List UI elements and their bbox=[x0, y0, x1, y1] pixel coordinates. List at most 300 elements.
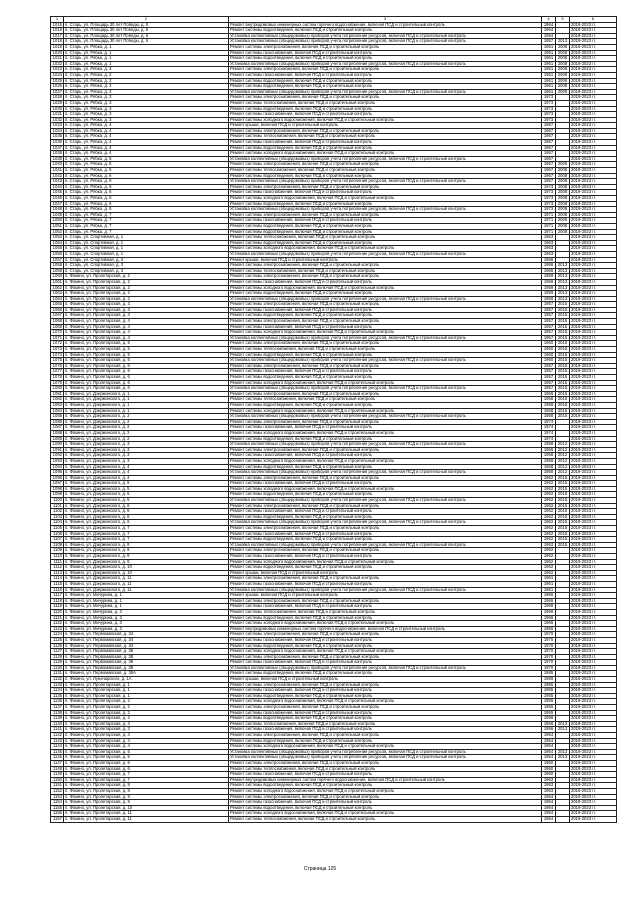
address-cell: п. Старь, ул. Рябка, д. 6 bbox=[64, 190, 229, 196]
period-cell: 2019-2023 гг. bbox=[570, 78, 617, 84]
row-number-cell: 1151 bbox=[51, 783, 64, 789]
work-type-cell: Ремонт системы электроснабжения, включая ПСД и строительный контроль bbox=[229, 632, 542, 638]
work-type-cell: Ремонт системы газоснабжения, включая ПСД и строительный контроль bbox=[229, 800, 542, 806]
period-cell: 2019-2023 гг. bbox=[570, 291, 617, 297]
row-number-cell: 1034 bbox=[51, 128, 64, 134]
address-cell: п. Фокино, ул. Пролетарская, д. 8 bbox=[64, 783, 229, 789]
period-cell: 2019-2023 гг. bbox=[570, 598, 617, 604]
work-type-cell: Ремонт системы теплоснабжения, включая ПСД и строительный контроль bbox=[229, 347, 542, 353]
row-number-cell: 1039 bbox=[51, 156, 64, 162]
row-number-cell: 1156 bbox=[51, 811, 64, 817]
build-year-cell: 1961 bbox=[542, 50, 556, 56]
row-number-cell: 1100 bbox=[51, 498, 64, 504]
period-cell: 2019-2023 гг. bbox=[570, 151, 617, 157]
period-cell: 2019-2023 гг. bbox=[570, 112, 617, 118]
build-year-cell: 1964 bbox=[542, 794, 556, 800]
address-cell: п. Фокино, ул. Дзержинского, д. 2 bbox=[64, 419, 229, 425]
period-cell: 2019-2023 гг. bbox=[570, 39, 617, 45]
repair-year-cell: 2013 bbox=[556, 749, 570, 755]
address-cell: п. Фокино, ул. Пролетарская, д. 11 bbox=[64, 816, 229, 822]
row-number-cell: 1112 bbox=[51, 565, 64, 571]
row-number-cell: 1145 bbox=[51, 749, 64, 755]
period-cell: 2019-2023 гг. bbox=[570, 28, 617, 34]
row-number-cell: 1144 bbox=[51, 744, 64, 750]
work-type-cell: Установка коллективных (общедомовых) приборов учета потребления ресурсов, включая ПСД и строительный контроль bbox=[229, 749, 542, 755]
row-number-cell: 1059 bbox=[51, 268, 64, 274]
period-cell: 2019-2023 гг. bbox=[570, 89, 617, 95]
build-year-cell: 1958 bbox=[542, 447, 556, 453]
work-type-cell: Ремонт системы электроснабжения, включая ПСД и строительный контроль bbox=[229, 475, 542, 481]
period-cell: 2019-2023 гг. bbox=[570, 402, 617, 408]
address-cell: п. Старь, ул. Рябка, д. 6 bbox=[64, 173, 229, 179]
address-cell: п. Фокино, ул. Пролетарская, д. 5 bbox=[64, 755, 229, 761]
build-year-cell: 1961 bbox=[542, 587, 556, 593]
work-type-cell: Ремонт системы теплоснабжения, включая ПСД и строительный контроль bbox=[229, 134, 542, 140]
build-year-cell: 1973 bbox=[542, 190, 556, 196]
work-type-cell: Ремонт системы газоснабжения, включая ПСД и строительный контроль bbox=[229, 554, 542, 560]
repair-year-cell: 2008 bbox=[556, 78, 570, 84]
row-number-cell: 1091 bbox=[51, 447, 64, 453]
work-type-cell: Установка коллективных (общедомовых) приборов учета потребления ресурсов, включая ПСД и строительный контроль bbox=[229, 39, 542, 45]
header-cell-3: 3 bbox=[229, 17, 542, 23]
work-type-cell: Ремонт системы газоснабжения, включая ПСД и строительный контроль bbox=[229, 72, 542, 78]
work-type-cell: Ремонт системы газоснабжения, включая ПСД и строительный контроль bbox=[229, 710, 542, 716]
period-cell: 2019-2023 гг. bbox=[570, 212, 617, 218]
address-cell: п. Фокино, ул. Дзержинского, д. 2 bbox=[64, 436, 229, 442]
period-cell: 2019-2023 гг. bbox=[570, 537, 617, 543]
period-cell: 2019-2023 гг. bbox=[570, 363, 617, 369]
build-year-cell: 1957 bbox=[542, 319, 556, 325]
row-number-cell: 1130 bbox=[51, 665, 64, 671]
repair-year-cell: 2015 bbox=[556, 492, 570, 498]
address-cell: п. Фокино, ул. Дзержинского, д. 3 bbox=[64, 447, 229, 453]
work-type-cell: Ремонт системы электроснабжения, включая ПСД и строительный контроль bbox=[229, 128, 542, 134]
repair-year-cell: 2008 bbox=[556, 201, 570, 207]
period-cell: 2019-2023 гг. bbox=[570, 442, 617, 448]
build-year-cell: 1963 bbox=[542, 246, 556, 252]
build-year-cell: 1962 bbox=[542, 498, 556, 504]
period-cell: 2019-2023 гг. bbox=[570, 67, 617, 73]
repair-year-cell: 2008 bbox=[556, 218, 570, 224]
repair-year-cell: 2008 bbox=[556, 162, 570, 168]
period-cell: 2019-2023 гг. bbox=[570, 503, 617, 509]
repair-year-cell: 2015 bbox=[556, 341, 570, 347]
build-year-cell: 1957 bbox=[542, 369, 556, 375]
repair-year-cell: 2012 bbox=[556, 464, 570, 470]
address-cell: п. Фокино, ул. Мичурина, д. 3 bbox=[64, 621, 229, 627]
row-number-cell: 1120 bbox=[51, 609, 64, 615]
address-cell: п. Фокино, ул. Мичурина, д. 1 bbox=[64, 604, 229, 610]
row-number-cell: 1071 bbox=[51, 335, 64, 341]
work-type-cell: Ремонт системы холодного водоснабжения, включая ПСД и строительный контроль bbox=[229, 458, 542, 464]
row-number-cell: 1047 bbox=[51, 201, 64, 207]
row-number-cell: 1099 bbox=[51, 492, 64, 498]
period-cell: 2019-2023 гг. bbox=[570, 492, 617, 498]
row-number-cell: 1142 bbox=[51, 733, 64, 739]
address-cell: п. Фокино, ул. Мичурина, д. 3 bbox=[64, 615, 229, 621]
work-type-cell: Ремонт системы холодного водоснабжения, включая ПСД и строительный контроль bbox=[229, 744, 542, 750]
period-cell: 2019-2023 гг. bbox=[570, 251, 617, 257]
work-type-cell: Ремонт системы газоснабжения, включая ПСД и строительный контроль bbox=[229, 637, 542, 643]
build-year-cell: 1967 bbox=[542, 128, 556, 134]
address-cell: п. Фокино, ул. Пролетарская, д. 5 bbox=[64, 749, 229, 755]
build-year-cell: 1956 bbox=[542, 716, 556, 722]
build-year-cell: 1961 bbox=[542, 581, 556, 587]
build-year-cell: 1958 bbox=[542, 458, 556, 464]
build-year-cell: 1954 bbox=[542, 738, 556, 744]
work-type-cell: Ремонт системы водоотведения, включая ПСД и строительный контроль bbox=[229, 738, 542, 744]
build-year-cell: 1961 bbox=[542, 89, 556, 95]
build-year-cell: 1971 bbox=[542, 229, 556, 235]
build-year-cell: 1971 bbox=[542, 212, 556, 218]
period-cell: 2019-2023 гг. bbox=[570, 811, 617, 817]
period-cell: 2019-2023 гг. bbox=[570, 302, 617, 308]
address-cell: п. Фокино, ул. Пролетарская, д. 6 bbox=[64, 760, 229, 766]
row-number-cell: 1023 bbox=[51, 67, 64, 73]
work-type-cell: Ремонт системы газоснабжения, включая ПСД и строительный контроль bbox=[229, 140, 542, 146]
build-year-cell: 1957 bbox=[542, 307, 556, 313]
build-year-cell: 1962 bbox=[542, 531, 556, 537]
header-cell-6: 6 bbox=[570, 17, 617, 23]
row-number-cell: 1029 bbox=[51, 100, 64, 106]
address-cell: п. Фокино, ул. Дзержинского, д. 6 bbox=[64, 503, 229, 509]
work-type-cell: Ремонт системы электроснабжения, включая ПСД и строительный контроль bbox=[229, 341, 542, 347]
build-year-cell: 1960 bbox=[542, 766, 556, 772]
period-cell: 2019-2023 гг. bbox=[570, 123, 617, 129]
address-cell: п. Фокино, ул. Дзержинского, д. 11 bbox=[64, 581, 229, 587]
address-cell: п. Фокино, ул. Пролетарская, д. 2 bbox=[64, 705, 229, 711]
build-year-cell: 1956 bbox=[542, 727, 556, 733]
row-number-cell: 1033 bbox=[51, 123, 64, 129]
row-number-cell: 1124 bbox=[51, 632, 64, 638]
row-number-cell: 1143 bbox=[51, 738, 64, 744]
build-year-cell: 1957 bbox=[542, 335, 556, 341]
row-number-cell: 1157 bbox=[51, 816, 64, 822]
row-number-cell: 1095 bbox=[51, 470, 64, 476]
repair-year-cell: 2015 bbox=[556, 397, 570, 403]
row-number-cell: 1097 bbox=[51, 481, 64, 487]
address-cell: п. Фокино, ул. Пролетарская, д. 5 bbox=[64, 347, 229, 353]
repair-year-cell: 2008 bbox=[556, 173, 570, 179]
build-year-cell: 1964 bbox=[542, 28, 556, 34]
build-year-cell: 1967 bbox=[542, 156, 556, 162]
row-number-cell: 1107 bbox=[51, 537, 64, 543]
address-cell: п. Старь, ул. Площадь 30 лет Победы, д. 6 bbox=[64, 39, 229, 45]
build-year-cell: 1962 bbox=[542, 542, 556, 548]
work-type-cell: Ремонт внутридомовых инженерных систем горячего водоснабжения, включая ПСД и строительный контроль bbox=[229, 22, 542, 28]
period-cell: 2019-2023 гг. bbox=[570, 296, 617, 302]
work-type-cell: Ремонт системы электроснабжения, включая ПСД и строительный контроль bbox=[229, 733, 542, 739]
build-year-cell: 1954 bbox=[542, 749, 556, 755]
work-type-cell: Ремонт системы водоотведения, включая ПСД и строительный контроль bbox=[229, 28, 542, 34]
address-cell: п. Фокино, ул. Первомайская, д. 34 bbox=[64, 643, 229, 649]
row-number-cell: 1135 bbox=[51, 693, 64, 699]
work-type-cell: Установка коллективных (общедомовых) приборов учета потребления ресурсов, включая ПСД и строительный контроль bbox=[229, 335, 542, 341]
address-cell: п. Старь, ул. Спортивная, д. 1 bbox=[64, 240, 229, 246]
address-cell: п. Фокино, ул. Пролетарская, д. 3 bbox=[64, 313, 229, 319]
table-row bbox=[51, 816, 617, 822]
row-number-cell: 1015 bbox=[51, 22, 64, 28]
build-year-cell: 1962 bbox=[542, 554, 556, 560]
row-number-cell: 1087 bbox=[51, 425, 64, 431]
row-number-cell: 1115 bbox=[51, 581, 64, 587]
address-cell: п. Старь, ул. Рябка, д. 7 bbox=[64, 212, 229, 218]
build-year-cell: 1966 bbox=[542, 598, 556, 604]
work-type-cell: Ремонт системы водоотведения, включая ПСД и строительный контроль bbox=[229, 492, 542, 498]
repair-year-cell: 2015 bbox=[556, 526, 570, 532]
header-cell-4: 4 bbox=[542, 17, 556, 23]
address-cell: п. Фокино, ул. Пролетарская, д. 11 bbox=[64, 811, 229, 817]
work-type-cell: Ремонт крыши, включая ПСД и строительный контроль bbox=[229, 123, 542, 129]
build-year-cell: 1961 bbox=[542, 72, 556, 78]
row-number-cell: 1084 bbox=[51, 408, 64, 414]
row-number-cell: 1111 bbox=[51, 559, 64, 565]
row-number-cell: 1153 bbox=[51, 794, 64, 800]
build-year-cell: 1963 bbox=[542, 235, 556, 241]
build-year-cell: 1970 bbox=[542, 660, 556, 666]
row-number-cell: 1137 bbox=[51, 705, 64, 711]
work-type-cell: Установка коллективных (общедомовых) приборов учета потребления ресурсов, включая ПСД и строительный контроль bbox=[229, 358, 542, 364]
build-year-cell: 1964 bbox=[542, 816, 556, 822]
period-cell: 2019-2023 гг. bbox=[570, 800, 617, 806]
address-cell: п. Старь, ул. Спортивная, д. 3 bbox=[64, 257, 229, 263]
period-cell: 2019-2023 гг. bbox=[570, 744, 617, 750]
period-cell: 2019-2023 гг. bbox=[570, 587, 617, 593]
row-number-cell: 1043 bbox=[51, 179, 64, 185]
repair-year-cell: 2015 bbox=[556, 514, 570, 520]
period-cell: 2019-2023 гг. bbox=[570, 145, 617, 151]
period-cell: 2019-2023 гг. bbox=[570, 660, 617, 666]
row-number-cell: 1147 bbox=[51, 760, 64, 766]
row-number-cell: 1056 bbox=[51, 251, 64, 257]
work-type-cell: Установка коллективных (общедомовых) приборов учета потребления ресурсов, включая ПСД и строительный контроль bbox=[229, 207, 542, 213]
row-number-cell: 1106 bbox=[51, 531, 64, 537]
period-cell: 2019-2023 гг. bbox=[570, 61, 617, 67]
row-number-cell: 1070 bbox=[51, 330, 64, 336]
build-year-cell: 1954 bbox=[542, 755, 556, 761]
repair-year-cell: 2013 bbox=[556, 285, 570, 291]
period-cell: 2019-2023 гг. bbox=[570, 677, 617, 683]
work-type-cell: Ремонт системы холодного водоснабжения, включая ПСД и строительный контроль bbox=[229, 408, 542, 414]
address-cell: п. Фокино, ул. Дзержинского, д. 7 bbox=[64, 531, 229, 537]
work-type-cell: Ремонт системы газоснабжения, включая ПСД и строительный контроль bbox=[229, 50, 542, 56]
period-cell: 2019-2023 гг. bbox=[570, 218, 617, 224]
work-type-cell: Установка коллективных (общедомовых) приборов учета потребления ресурсов, включая ПСД и строительный контроль bbox=[229, 520, 542, 526]
work-type-cell: Ремонт системы электроснабжения, включая ПСД и строительный контроль bbox=[229, 576, 542, 582]
build-year-cell: 1959 bbox=[542, 274, 556, 280]
work-type-cell: Ремонт системы водоотведения, включая ПСД и строительный контроль bbox=[229, 56, 542, 62]
address-cell: п. Старь, ул. Рябка, д. 7 bbox=[64, 218, 229, 224]
row-number-cell: 1016 bbox=[51, 28, 64, 34]
build-year-cell: 1958 bbox=[542, 470, 556, 476]
work-type-cell: Ремонт системы теплоснабжения, включая ПСД и строительный контроль bbox=[229, 235, 542, 241]
address-cell: п. Фокино, ул. Пролетарская, д. 2 bbox=[64, 274, 229, 280]
repair-year-cell: 2013 bbox=[556, 39, 570, 45]
work-type-cell: Ремонт системы водоотведения, включая ПСД и строительный контроль bbox=[229, 805, 542, 811]
work-type-cell: Ремонт системы холодного водоснабжения, включая ПСД и строительный контроль bbox=[229, 151, 542, 157]
period-cell: 2019-2023 гг. bbox=[570, 419, 617, 425]
work-type-cell: Ремонт системы водоотведения, включая ПСД и строительный контроль bbox=[229, 291, 542, 297]
period-cell: 2019-2023 гг. bbox=[570, 257, 617, 263]
period-cell: 2019-2023 гг. bbox=[570, 156, 617, 162]
build-year-cell: 1966 bbox=[542, 609, 556, 615]
row-number-cell: 1113 bbox=[51, 570, 64, 576]
period-cell: 2019-2023 гг. bbox=[570, 380, 617, 386]
work-type-cell: Ремонт внутридомовых инженерных систем горячего водоснабжения, включая ПСД и строительный контроль bbox=[229, 777, 542, 783]
build-year-cell: 1963 bbox=[542, 240, 556, 246]
table-body bbox=[51, 22, 617, 822]
build-year-cell: 1955 bbox=[542, 710, 556, 716]
row-number-cell: 1152 bbox=[51, 788, 64, 794]
period-cell: 2019-2023 гг. bbox=[570, 559, 617, 565]
address-cell: п. Фокино, ул. Пролетарская, д. 5 bbox=[64, 352, 229, 358]
work-type-cell: Установка коллективных (общедомовых) приборов учета потребления ресурсов, включая ПСД и строительный контроль bbox=[229, 498, 542, 504]
period-cell: 2019-2023 гг. bbox=[570, 671, 617, 677]
build-year-cell: 1963 bbox=[542, 783, 556, 789]
build-year-cell: 1957 bbox=[542, 330, 556, 336]
work-type-cell: Ремонт крыши, включая ПСД и строительный контроль bbox=[229, 677, 542, 683]
row-number-cell: 1032 bbox=[51, 117, 64, 123]
period-cell: 2019-2023 гг. bbox=[570, 486, 617, 492]
work-type-cell: Ремонт системы водоотведения, включая ПСД и строительный контроль bbox=[229, 514, 542, 520]
period-cell: 2019-2023 гг. bbox=[570, 554, 617, 560]
build-year-cell: 1961 bbox=[542, 576, 556, 582]
period-cell: 2019-2023 гг. bbox=[570, 229, 617, 235]
row-number-cell: 1079 bbox=[51, 380, 64, 386]
row-number-cell: 1025 bbox=[51, 78, 64, 84]
row-number-cell: 1089 bbox=[51, 436, 64, 442]
repair-year-cell: 2008 bbox=[556, 67, 570, 73]
build-year-cell: 1962 bbox=[542, 570, 556, 576]
build-year-cell: 1967 bbox=[542, 123, 556, 129]
work-type-cell: Ремонт системы холодного водоснабжения, включая ПСД и строительный контроль bbox=[229, 649, 542, 655]
period-cell: 2019-2023 гг. bbox=[570, 649, 617, 655]
row-number-cell: 1036 bbox=[51, 140, 64, 146]
repair-year-cell: 2012 bbox=[556, 442, 570, 448]
row-number-cell: 1031 bbox=[51, 112, 64, 118]
address-cell: п. Старь, ул. Рябка, д. 4 bbox=[64, 123, 229, 129]
period-cell: 2019-2023 гг. bbox=[570, 44, 617, 50]
work-type-cell: Ремонт системы теплоснабжения, включая ПСД и строительный контроль bbox=[229, 766, 542, 772]
build-year-cell: 1967 bbox=[542, 168, 556, 174]
build-year-cell: 1964 bbox=[542, 22, 556, 28]
period-cell: 2019-2023 гг. bbox=[570, 240, 617, 246]
work-type-cell: Ремонт системы электроснабжения, включая ПСД и строительный контроль bbox=[229, 503, 542, 509]
period-cell: 2019-2023 гг. bbox=[570, 436, 617, 442]
work-type-cell: Установка коллективных (общедомовых) приборов учета потребления ресурсов, включая ПСД и строительный контроль bbox=[229, 89, 542, 95]
address-cell: п. Фокино, ул. Пролетарская, д. 2 bbox=[64, 285, 229, 291]
work-type-cell: Ремонт системы газоснабжения, включая ПСД и строительный контроль bbox=[229, 369, 542, 375]
work-type-cell: Ремонт системы холодного водоснабжения, включая ПСД и строительный контроль bbox=[229, 330, 542, 336]
work-type-cell: Ремонт системы водоотведения, включая ПСД и строительный контроль bbox=[229, 464, 542, 470]
address-cell: п. Старь, ул. Спортивная, д. 1 bbox=[64, 251, 229, 257]
period-cell: 2019-2023 гг. bbox=[570, 319, 617, 325]
repair-year-cell: 2015 bbox=[556, 352, 570, 358]
address-cell: п. Фокино, ул. Дзержинского, д. 10 bbox=[64, 570, 229, 576]
address-cell: п. Фокино, ул. Мичурина, д. 1 bbox=[64, 593, 229, 599]
repair-year-cell: 2015 bbox=[556, 369, 570, 375]
period-cell: 2019-2023 гг. bbox=[570, 526, 617, 532]
row-number-cell: 1028 bbox=[51, 95, 64, 101]
address-cell: п. Фокино, ул. Пролетарская, д. 4 bbox=[64, 738, 229, 744]
work-type-cell: Ремонт системы холодного водоснабжения, включая ПСД и строительный контроль bbox=[229, 117, 542, 123]
row-number-cell: 1155 bbox=[51, 805, 64, 811]
period-cell: 2019-2023 гг. bbox=[570, 581, 617, 587]
address-cell: п. Старь, ул. Рябка, д. 7 bbox=[64, 229, 229, 235]
repair-year-cell: 2015 bbox=[556, 302, 570, 308]
work-type-cell: Ремонт системы холодного водоснабжения, включая ПСД и строительный контроль bbox=[229, 621, 542, 627]
work-type-cell: Ремонт внутридомовых инженерных систем горячего водоснабжения, включая ПСД и строительный контроль bbox=[229, 626, 542, 632]
build-year-cell: 1967 bbox=[542, 140, 556, 146]
period-cell: 2019-2023 гг. bbox=[570, 593, 617, 599]
row-number-cell: 1049 bbox=[51, 212, 64, 218]
repair-year-cell: 2015 bbox=[556, 363, 570, 369]
row-number-cell: 1092 bbox=[51, 453, 64, 459]
work-type-cell: Установка коллективных (общедомовых) приборов учета потребления ресурсов, включая ПСД и строительный контроль bbox=[229, 587, 542, 593]
row-number-cell: 1073 bbox=[51, 347, 64, 353]
build-year-cell: 1973 bbox=[542, 117, 556, 123]
work-type-cell: Ремонт системы теплоснабжения, включая ПСД и строительный контроль bbox=[229, 268, 542, 274]
build-year-cell: 1971 bbox=[542, 218, 556, 224]
build-year-cell: 1962 bbox=[542, 475, 556, 481]
repair-year-cell: 2013 bbox=[556, 721, 570, 727]
build-year-cell: 1961 bbox=[542, 56, 556, 62]
address-cell: п. Фокино, ул. Пролетарская, д. 3 bbox=[64, 302, 229, 308]
period-cell: 2019-2023 гг. bbox=[570, 693, 617, 699]
work-type-cell: Ремонт системы водоотведения, включая ПСД и строительный контроль bbox=[229, 643, 542, 649]
period-cell: 2019-2023 гг. bbox=[570, 117, 617, 123]
row-number-cell: 1110 bbox=[51, 554, 64, 560]
work-type-cell: Ремонт системы электроснабжения, включая ПСД и строительный контроль bbox=[229, 67, 542, 73]
period-cell: 2019-2023 гг. bbox=[570, 816, 617, 822]
build-year-cell: 1974 bbox=[542, 430, 556, 436]
work-type-cell: Ремонт системы водоотведения, включая ПСД и строительный контроль bbox=[229, 537, 542, 543]
period-cell: 2019-2023 гг. bbox=[570, 615, 617, 621]
build-year-cell: 1973 bbox=[542, 207, 556, 213]
build-year-cell: 1966 bbox=[542, 257, 556, 263]
period-cell: 2019-2023 гг. bbox=[570, 201, 617, 207]
period-cell: 2019-2023 гг. bbox=[570, 755, 617, 761]
row-number-cell: 1148 bbox=[51, 766, 64, 772]
address-cell: п. Фокино, ул. Дзержинского, д. 9 bbox=[64, 554, 229, 560]
period-cell: 2019-2023 гг. bbox=[570, 805, 617, 811]
repair-year-cell: 2008 bbox=[556, 184, 570, 190]
build-year-cell: 1960 bbox=[542, 352, 556, 358]
row-number-cell: 1046 bbox=[51, 196, 64, 202]
row-number-cell: 1077 bbox=[51, 369, 64, 375]
build-year-cell: 1967 bbox=[542, 134, 556, 140]
work-type-cell: Ремонт системы холодного водоснабжения, включая ПСД и строительный контроль bbox=[229, 380, 542, 386]
build-year-cell: 1967 bbox=[542, 162, 556, 168]
period-cell: 2019-2023 гг. bbox=[570, 514, 617, 520]
address-cell: п. Старь, ул. Площадь 30 лет Победы, д. 5 bbox=[64, 33, 229, 39]
row-number-cell: 1105 bbox=[51, 526, 64, 532]
address-cell: п. Старь, ул. Рябка, д. 3 bbox=[64, 112, 229, 118]
header-cell-2: 2 bbox=[64, 17, 229, 23]
row-number-cell: 1060 bbox=[51, 274, 64, 280]
row-number-cell: 1072 bbox=[51, 341, 64, 347]
build-year-cell: 1959 bbox=[542, 296, 556, 302]
build-year-cell: 1960 bbox=[542, 760, 556, 766]
build-year-cell: 1966 bbox=[542, 263, 556, 269]
build-year-cell: 1966 bbox=[542, 615, 556, 621]
repair-year-cell: 2008 bbox=[556, 44, 570, 50]
address-cell: п. Фокино, ул. Пролетарская, д. 10 bbox=[64, 805, 229, 811]
build-year-cell: 1960 bbox=[542, 341, 556, 347]
address-cell: п. Фокино, ул. Дзержинского, д. 9 bbox=[64, 559, 229, 565]
period-cell: 2019-2023 гг. bbox=[570, 643, 617, 649]
row-number-cell: 1038 bbox=[51, 151, 64, 157]
